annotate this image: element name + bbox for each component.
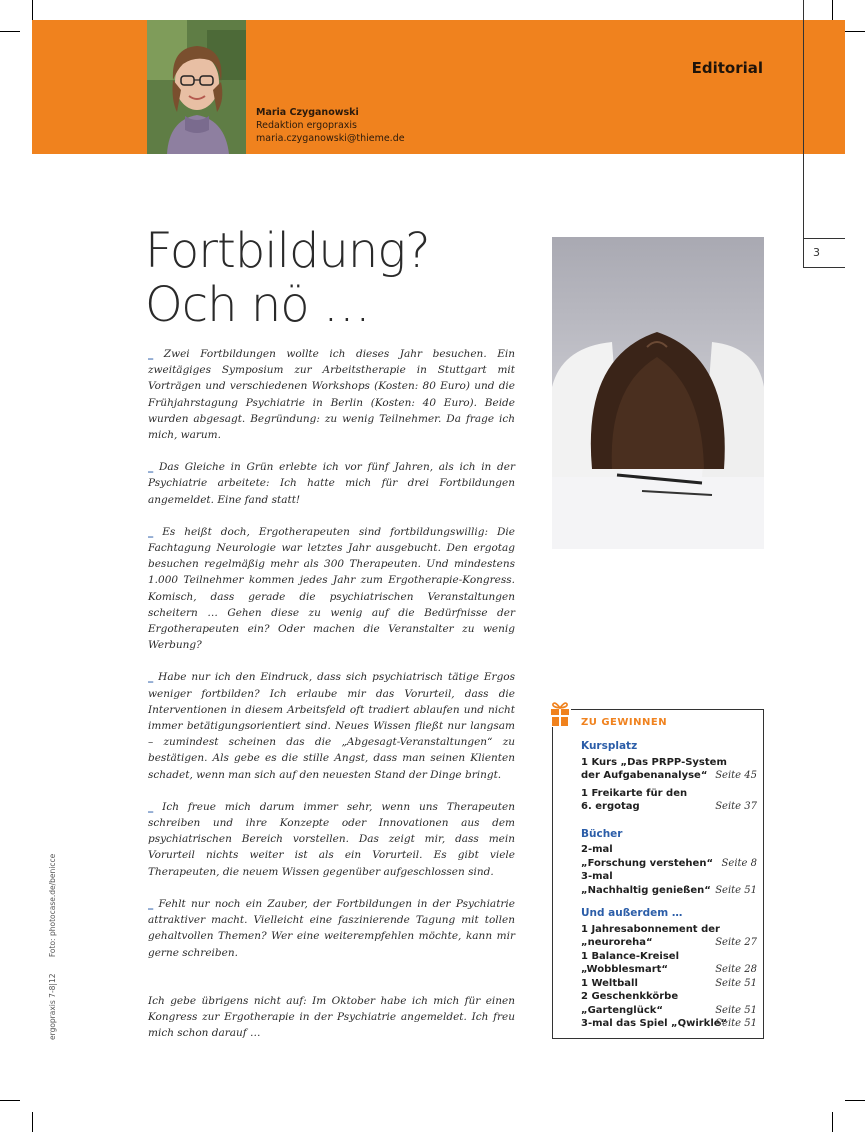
paragraph: [148, 896, 515, 961]
prize-item: [581, 990, 757, 1004]
prize-category: Kursplatz: [581, 740, 638, 752]
crop-mark: [0, 1100, 20, 1101]
prize-text: 2 Geschenkkörbe: [581, 991, 679, 1002]
prize-category: Bücher: [581, 827, 623, 840]
crop-mark: [845, 1100, 865, 1101]
paragraph-text: Zwei Fortbildungen wollte ich dieses Jahr besuchen. Ein zweitägiges Symposium zur Arbeitstherapie in Stuttgart mit Vorträgen und verschiedenen Workshops (Kosten: 80 Euro) und die Frühjahrstagung Psychiatrie in Berlin (Kosten: 40 Euro). Beide wurden abgesagt. Begründung: zu wenig Teilnehmer. Da frage ich mich, warum.: [148, 348, 515, 442]
page-ref: Seite 37: [715, 801, 757, 812]
prize-item: [581, 1004, 757, 1018]
crop-mark: [845, 31, 865, 32]
prize-text: „neuroreha“: [581, 937, 653, 948]
prize-item: [581, 884, 757, 898]
page-ref: Seite 51: [715, 1004, 757, 1016]
paragraph-dash: _: [148, 461, 154, 474]
prize-item: [581, 1017, 757, 1031]
paragraph-dash: _: [148, 897, 154, 910]
prize-text: „Nachhaltig genießen“: [581, 884, 711, 896]
section-title: Editorial: [691, 59, 763, 77]
prize-item: [581, 950, 757, 964]
crop-mark: [32, 1112, 33, 1132]
paragraph-dash: _: [148, 525, 154, 538]
prize-text: 3-mal: [581, 871, 613, 882]
prize-item: [581, 936, 757, 950]
paragraph: [148, 459, 515, 508]
prize-category: Und außerdem …: [581, 907, 683, 919]
prize-text: 1 Balance-Kreisel: [581, 950, 680, 962]
prize-heading: ZU GEWINNEN: [581, 717, 668, 728]
author-email[interactable]: maria.czyganowski@thieme.de: [256, 133, 405, 144]
prize-text: 3-mal das Spiel „Qwirkle“: [581, 1018, 728, 1029]
editorial-body: [148, 346, 515, 1057]
prize-text: „Wobblesmart“: [581, 964, 668, 975]
prize-list: [581, 740, 757, 1031]
margin-rule: [803, 238, 845, 239]
prize-text: „Gartenglück“: [581, 1004, 663, 1016]
credit-line: [48, 840, 57, 1040]
title-line: Och nö …: [145, 277, 370, 333]
page-title: [145, 224, 430, 332]
prize-text: 1 Jahresabonnement der: [581, 923, 720, 935]
prize-text: „Forschung verstehen“: [581, 857, 714, 869]
closing-paragraph: Ich gebe übrigens nicht auf: Im Oktober habe ich mich für einen Kongress zur Ergotherapie in der Psychiatrie angemeldet. Ich freu mich schon darauf …: [148, 994, 515, 1040]
paragraph: [148, 799, 515, 880]
paragraph-dash: _: [148, 348, 154, 360]
paragraph-text: Das Gleiche in Grün erlebte ich vor fünf Jahren, als ich in der Psychiatrie arbeitete: Ich hatte mich für drei Fortbildungen angemeldet. Eine fand statt!: [148, 461, 515, 506]
prize-item: [581, 870, 757, 884]
page-ref: Seite 51: [715, 1018, 757, 1029]
author-photo: [147, 20, 246, 154]
prize-item: [581, 756, 757, 770]
prize-item: [581, 977, 757, 991]
paragraph-dash: _: [148, 800, 154, 813]
page-ref: Seite 28: [715, 964, 757, 975]
article-image: [552, 237, 764, 549]
prize-text: 1 Freikarte für den: [581, 787, 688, 799]
margin-rule: [803, 267, 845, 268]
paragraph: [148, 524, 515, 654]
page-ref: Seite 45: [715, 770, 757, 781]
author-role: Redaktion ergopraxis: [256, 120, 357, 131]
crop-mark: [832, 1112, 833, 1132]
page-ref: Seite 51: [715, 884, 757, 896]
prize-box: [552, 709, 764, 1039]
header-band: [32, 20, 845, 154]
paragraph-text: Ich freue mich darum immer sehr, wenn uns Therapeuten schreiben und ihre Konzepte oder Innovationen aus dem psychiatrischen Bereich vorstellen. Das zeigt mir, dass mein Vorurteil nichts weiter ist als ein Vorurteil. Es gibt viele Therapeuten, die neuem Wissen gegenüber aufgeschlossen sind.: [148, 800, 515, 878]
paragraph-text: Es heißt doch, Ergotherapeuten sind fortbildungswillig: Die Fachtagung Neurologie war letztes Jahr ausgebucht. Den ergotag besuchen regelmäßig mehr als 300 Therapeuten. Und mindestens 1.000 Teilnehmer kommen jedes Jahr zum Ergotherapie-Kongress. Komisch, dass gerade die psychiatrischen Veranstaltungen scheitern … Gehen diese zu wenig auf die Bedürfnisse der Ergotherapeuten ein? Oder machen die Veranstalter zu wenig Werbung?: [148, 525, 515, 652]
journal-credit: ergopraxis 7-8|12: [48, 973, 57, 1040]
crop-mark: [832, 0, 833, 20]
prize-text: der Aufgabenanalyse“: [581, 770, 708, 781]
paragraph-text: Habe nur ich den Eindruck, dass sich psychiatrisch tätige Ergos weniger fortbilden? Ich erlaube mir das Vorurteil, dass die Interventionen in diesem Arbeitsfeld oft tradiert ablaufen und nicht immer betätigungsorientiert sind. Neues Wissen fließt nur langsam – zumindest scheinen das die „Abgesagt-Veranstaltungen“ zu bestätigen. Als gebe es die stille Angst, dass man seinen Klienten schadet, wenn man sich auf den neuesten Stand der Dinge bringt.: [148, 671, 515, 781]
page-ref: Seite 8: [721, 857, 757, 869]
prize-text: 1 Kurs „Das PRPP-System: [581, 756, 727, 768]
author-info: [256, 106, 405, 145]
prize-item: [581, 963, 757, 977]
paragraph: [148, 346, 515, 443]
prize-item: [581, 857, 757, 871]
paragraph: [148, 669, 515, 782]
crop-mark: [0, 31, 20, 32]
title-line: Fortbildung?: [145, 223, 430, 279]
prize-item: [581, 923, 757, 937]
prize-item: [581, 843, 757, 857]
prize-text: 2-mal: [581, 844, 613, 855]
page-number: 3: [813, 246, 820, 259]
page-ref: Seite 51: [715, 977, 757, 989]
prize-item: [581, 769, 757, 783]
page-ref: Seite 27: [715, 937, 757, 948]
author-name: Maria Czyganowski: [256, 107, 359, 118]
photo-credit: Foto: photocase.de/benicce: [48, 853, 57, 958]
prize-text: 6. ergotag: [581, 801, 640, 812]
paragraph-dash: _: [148, 671, 154, 684]
prize-item: [581, 800, 757, 814]
gift-icon: [549, 701, 571, 727]
crop-mark: [32, 0, 33, 20]
prize-item: [581, 787, 757, 801]
paragraph-text: Fehlt nur noch ein Zauber, der Fortbildungen in der Psychiatrie attraktiver macht. Vielleicht eine faszinierende Tagung mit tollen gehaltvollen Themen? Wer eine weiterempfehlen möchte, kann mir gerne schreiben.: [148, 897, 515, 959]
prize-text: 1 Weltball: [581, 977, 638, 989]
margin-rule: [803, 0, 804, 268]
